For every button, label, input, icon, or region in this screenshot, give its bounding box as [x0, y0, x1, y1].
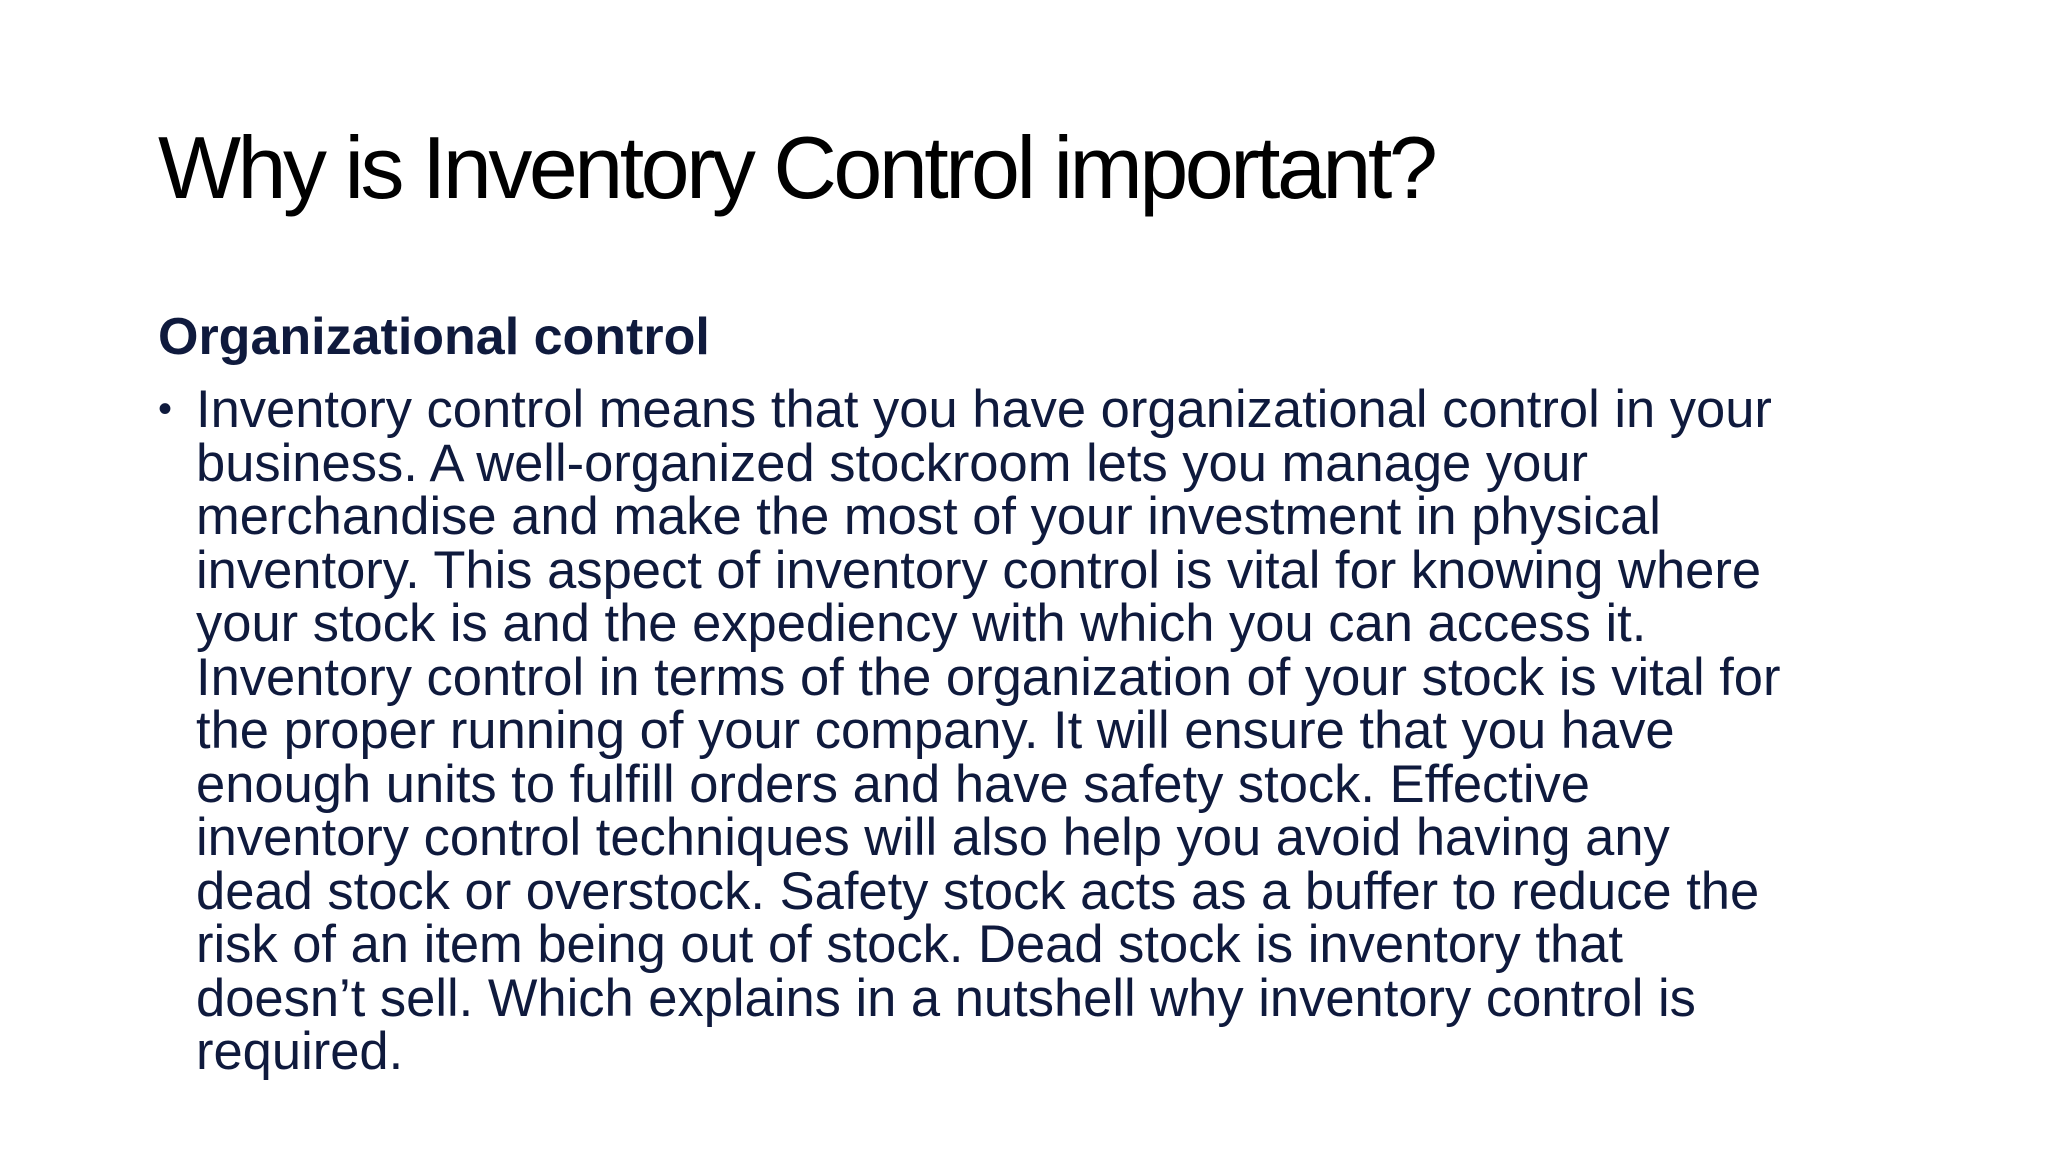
bullet-text-line: Inventory control in terms of the organization of your stock is vital for — [196, 647, 1781, 707]
bullet-text-line: doesn’t sell. Which explains in a nutshell why inventory control is — [196, 968, 1696, 1028]
slide-title: Why is Inventory Control important? — [158, 118, 1435, 217]
bullet-text-line: inventory. This aspect of inventory control is vital for knowing where — [196, 540, 1762, 600]
bullet-text-line: required. — [196, 1022, 404, 1081]
bullet-text-line: Inventory control means that you have organizational control in your — [196, 380, 1772, 439]
bullet-item — [158, 380, 1918, 1081]
bullet-text-line: the proper running of your company. It will ensure that you have — [196, 701, 1675, 760]
bullet-text-line: dead stock or overstock. Safety stock acts as a buffer to reduce the — [196, 861, 1760, 921]
bullet-list — [158, 380, 1918, 1081]
bullet-text-line: your stock is and the expediency with which you can access it. — [196, 594, 1647, 653]
bullet-text-line: inventory control techniques will also help you avoid having any — [196, 808, 1670, 867]
bullet-text-line: business. A well-organized stockroom lets you manage your — [196, 433, 1588, 493]
section-heading: Organizational control — [158, 308, 710, 366]
bullet-text-line: merchandise and make the most of your investment in physical — [196, 487, 1661, 546]
bullet-text-line: enough units to fulfill orders and have safety stock. Effective — [196, 754, 1590, 814]
bullet-text-line: risk of an item being out of stock. Dead stock is inventory that — [196, 915, 1623, 974]
bullet-dot-icon: • — [158, 387, 173, 431]
